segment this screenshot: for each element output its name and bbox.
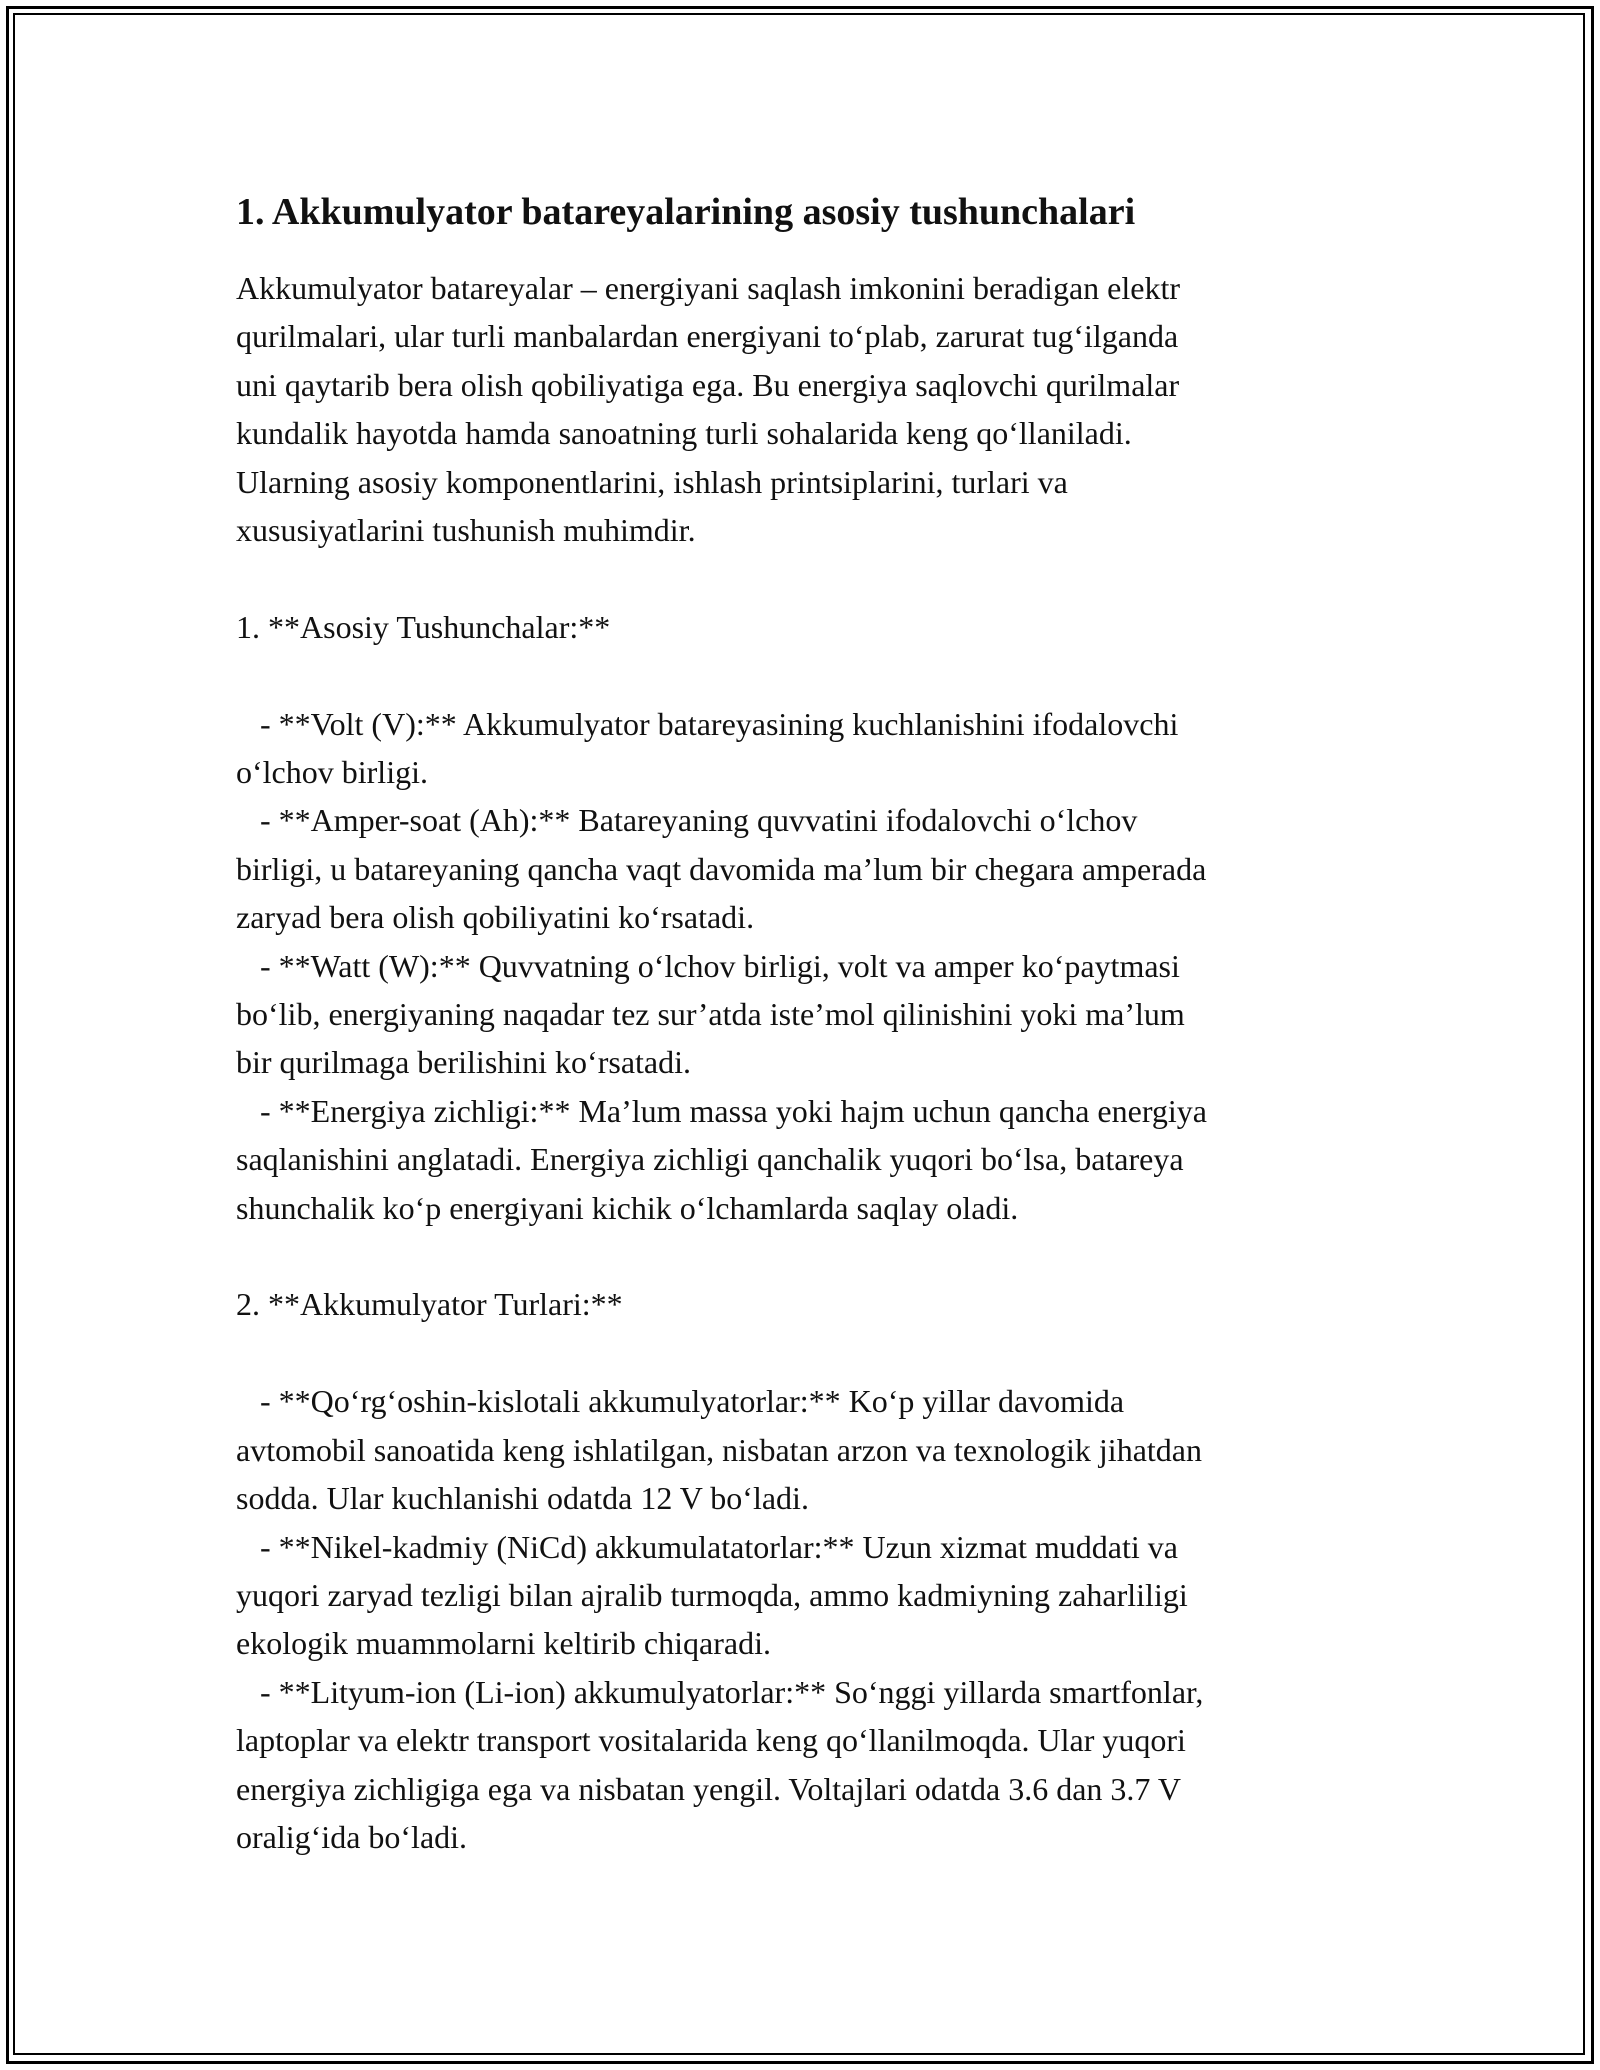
intro-line: uni qaytarib bera olish qobiliyatiga ega. Bu energiya saqlovchi qurilmalar [236,366,1180,403]
blank-line [236,651,1356,699]
section2-line: oralig‘ida bo‘ladi. [236,1818,468,1855]
blank-line [236,554,1356,602]
section1-title [236,603,1356,651]
blank-line [236,1232,1356,1280]
intro-line: qurilmalari, ular turli manbalardan energiyani to‘plab, zarurat tug‘ilganda [236,318,1179,355]
section1-body [236,700,1356,1232]
section2-body [236,1377,1356,1861]
section-title-text: 2. **Akkumulyator Turlari:** [236,1286,623,1323]
section2-line: ekologik muammolarni keltirib chiqaradi. [236,1625,771,1662]
document-page [236,188,1356,1861]
section1-line: bir qurilmaga berilishini ko‘rsatadi. [236,1044,691,1081]
section1-line: shunchalik ko‘p energiyani kichik o‘lchamlarda saqlay oladi. [236,1189,1019,1226]
intro-line: xususiyatlarini tushunish muhimdir. [236,512,696,549]
intro-line: kundalik hayotda hamda sanoatning turli sohalarida keng qo‘llaniladi. [236,415,1132,452]
section1-line: - **Energiya zichligi:** Ma’lum massa yoki hajm uchun qancha energiya [236,1092,1207,1129]
section1-line: o‘lchov birligi. [236,754,428,791]
section2-line: - **Nikel-kadmiy (NiCd) akkumulatatorlar:** Uzun xizmat muddati va [236,1528,1178,1565]
intro-line: Akkumulyator batareyalar – energiyani saqlash imkonini beradigan elektr [236,270,1180,306]
intro-line: Ularning asosiy komponentlarini, ishlash printsiplarini, turlari va [236,463,1068,500]
section1-line: - **Volt (V):** Akkumulyator batareyasining kuchlanishini ifodalovchi [236,705,1179,742]
section2-line: energiya zichligiga ega va nisbatan yengil. Voltajlari odatda 3.6 dan 3.7 V [236,1770,1181,1807]
intro-paragraph [236,264,1356,554]
section2-line: avtomobil sanoatida keng ishlatilgan, nisbatan arzon va texnologik jihatdan [236,1431,1202,1468]
section2-title [236,1280,1356,1328]
section1-line: saqlanishini anglatadi. Energiya zichligi qanchalik yuqori bo‘lsa, batareya [236,1141,1184,1178]
section2-line: yuqori zaryad tezligi bilan ajralib turmoqda, ammo kadmiyning zaharliligi [236,1576,1188,1613]
section2-line: - **Qo‘rg‘oshin-kislotali akkumulyatorlar:** Ko‘p yillar davomida [236,1383,1125,1420]
section2-line: sodda. Ular kuchlanishi odatda 12 V bo‘ladi. [236,1480,809,1517]
section1-line: - **Amper-soat (Ah):** Batareyaning quvvatini ifodalovchi o‘lchov [236,802,1138,839]
document-heading: 1. Akkumulyator batareyalarining asosiy tushunchalari [236,191,1136,233]
section1-line: birligi, u batareyaning qancha vaqt davomida ma’lum bir chegara amperada [236,850,1207,887]
section1-line: bo‘lib, energiyaning naqadar tez sur’atda iste’mol qilinishini yoki ma’lum [236,996,1185,1033]
section2-line: - **Lityum-ion (Li-ion) akkumulyatorlar:** So‘nggi yillarda smartfonlar, [236,1673,1204,1710]
section1-line: - **Watt (W):** Quvvatning o‘lchov birligi, volt va amper ko‘paytmasi [236,947,1180,984]
section2-line: laptoplar va elektr transport vositalarida keng qo‘llanilmoqda. Ular yuqori [236,1722,1186,1759]
section-title-text: 1. **Asosiy Tushunchalar:** [236,608,611,645]
blank-line [236,1329,1356,1377]
section1-line: zaryad bera olish qobiliyatini ko‘rsatadi. [236,899,755,936]
